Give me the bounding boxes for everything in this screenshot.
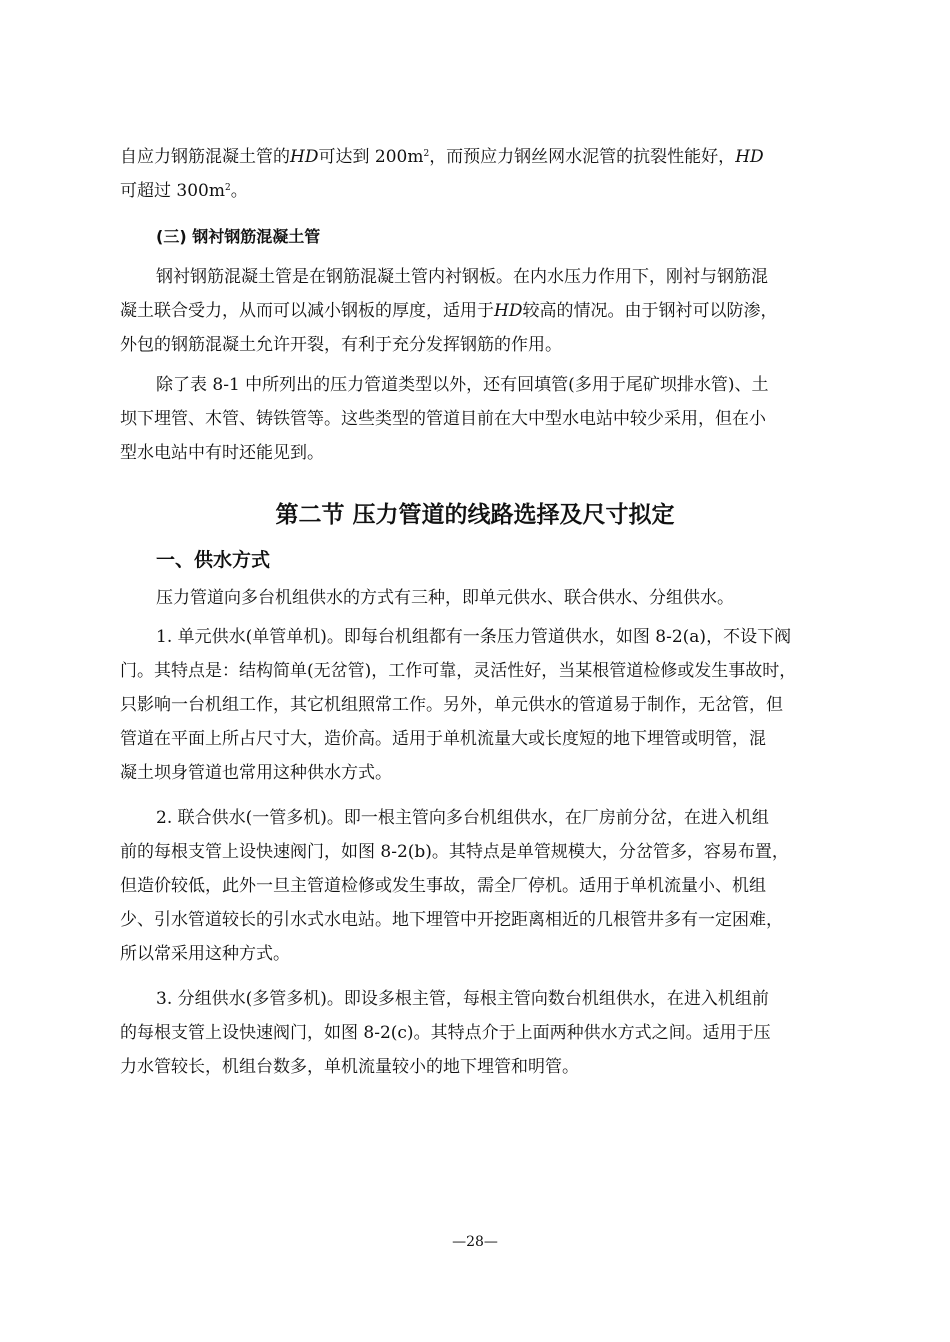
paragraph-supply-methods bbox=[120, 581, 832, 615]
text-run: 较高的情况。由于钢衬可以防渗， bbox=[522, 301, 778, 321]
text-line: 型水电站中有时还能见到。 bbox=[120, 443, 324, 463]
text-line: 前的每根支管上设快速阀门，如图 8-2(b)。其特点是单管规模大，分岔管多，容易布置， bbox=[120, 842, 789, 862]
text-line bbox=[120, 294, 832, 328]
paragraph-intro bbox=[120, 140, 832, 208]
text-line: 压力管道向多台机组供水的方式有三种，即单元供水、联合供水、分组供水。 bbox=[156, 588, 734, 608]
text-run: 可超过 300m bbox=[120, 181, 225, 201]
superscript: 2 bbox=[224, 183, 231, 193]
text-run: 自应力钢筋混凝土管的 bbox=[120, 147, 290, 167]
text-line: 钢衬钢筋混凝土管是在钢筋混凝土管内衬钢板。在内水压力作用下，刚衬与钢筋混 bbox=[156, 267, 768, 287]
text-run: ，而预应力钢丝网水泥管的抗裂性能好， bbox=[429, 147, 736, 167]
text-line: 只影响一台机组工作，其它机组照常工作。另外，单元供水的管道易于制作，无岔管，但 bbox=[120, 695, 783, 715]
hd-term: HD bbox=[735, 147, 764, 167]
text-run: 凝土联合受力，从而可以减小钢板的厚度，适用于 bbox=[120, 301, 494, 321]
hd-term: HD bbox=[290, 147, 319, 167]
text-line: 除了表 8-1 中所列出的压力管道类型以外，还有回填管(多用于尾矿坝排水管)、土 bbox=[156, 375, 769, 395]
subsection-heading: (三) 钢衬钢筋混凝土管 bbox=[156, 227, 321, 246]
text-line: 少、引水管道较长的引水式水电站。地下埋管中开挖距离相近的几根管井多有一定困难， bbox=[120, 910, 783, 930]
text-line: 3. 分组供水(多管多机)。即设多根主管，每根主管向数台机组供水，在进入机组前 bbox=[156, 989, 769, 1009]
section-title: 第二节 压力管道的线路选择及尺寸拟定 bbox=[275, 502, 675, 528]
hd-term: HD bbox=[494, 301, 523, 321]
paragraph-other-pipes bbox=[120, 368, 832, 470]
text-line: 所以常采用这种方式。 bbox=[120, 944, 290, 964]
text-line: 管道在平面上所占尺寸大，造价高。适用于单机流量大或长度短的地下埋管或明管，混 bbox=[120, 729, 766, 749]
text-line: 外包的钢筋混凝土允许开裂，有利于充分发挥钢筋的作用。 bbox=[120, 335, 562, 355]
page-number: —28— bbox=[452, 1234, 498, 1250]
text-line: 坝下埋管、木管、铸铁管等。这些类型的管道目前在大中型水电站中较少采用，但在小 bbox=[120, 409, 766, 429]
text-line: 但造价较低，此外一旦主管道检修或发生事故，需全厂停机。适用于单机流量小、机组 bbox=[120, 876, 766, 896]
paragraph-joint-supply bbox=[120, 801, 832, 971]
paragraph-group-supply bbox=[120, 982, 832, 1084]
text-line: 门。其特点是：结构简单(无岔管)，工作可靠，灵活性好，当某根管道检修或发生事故时， bbox=[120, 661, 797, 681]
text-line bbox=[120, 174, 832, 208]
text-line bbox=[120, 140, 832, 174]
text-line: 凝土坝身管道也常用这种供水方式。 bbox=[120, 763, 392, 783]
text-run: 。 bbox=[230, 181, 248, 201]
text-line: 1. 单元供水(单管单机)。即每台机组都有一条压力管道供水，如图 8-2(a)，不设下阀 bbox=[156, 627, 792, 647]
text-line: 2. 联合供水(一管多机)。即一根主管向多台机组供水，在厂房前分岔，在进入机组 bbox=[156, 808, 769, 828]
paragraph-unit-supply bbox=[120, 620, 832, 790]
heading-water-supply: 一、供水方式 bbox=[156, 549, 271, 571]
superscript: 2 bbox=[423, 149, 430, 159]
paragraph-steel-lined bbox=[120, 260, 832, 362]
text-line: 的每根支管上设快速阀门，如图 8-2(c)。其特点介于上面两种供水方式之间。适用于压 bbox=[120, 1023, 771, 1043]
text-run: 可达到 200m bbox=[318, 147, 424, 167]
text-line: 力水管较长，机组台数多，单机流量较小的地下埋管和明管。 bbox=[120, 1057, 579, 1077]
